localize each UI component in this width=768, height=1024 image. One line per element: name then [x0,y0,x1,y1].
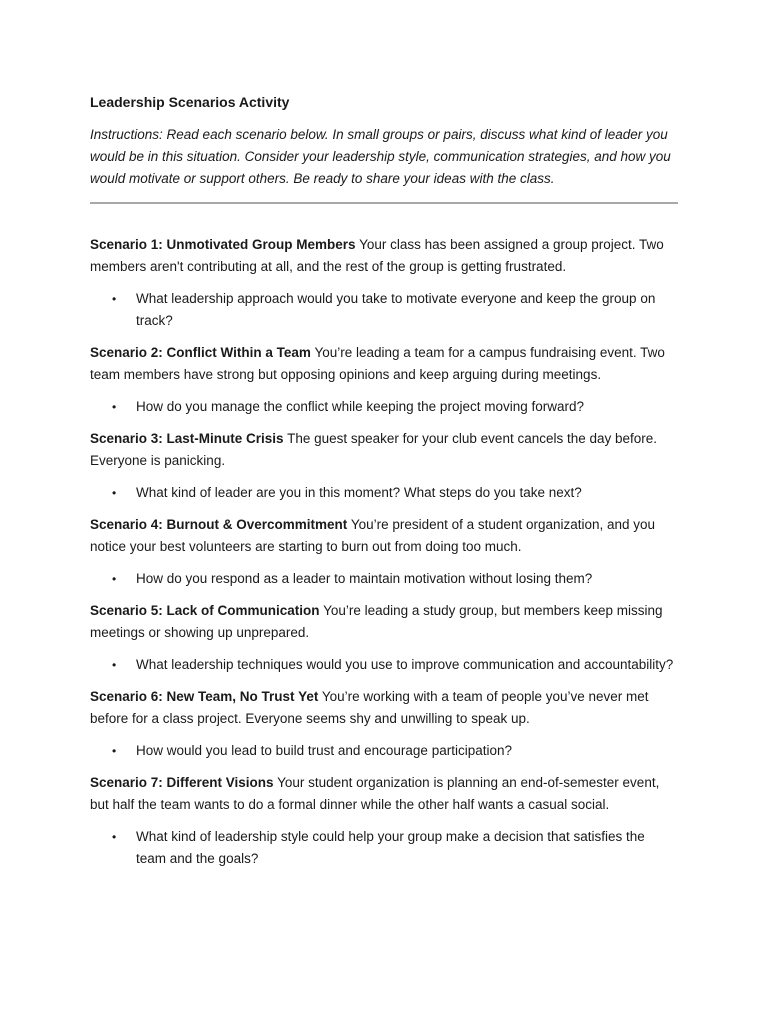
scenario-4 [90,514,678,590]
scenario-5 [90,600,678,676]
question-text: What leadership techniques would you use to improve communication and accountability? [136,657,674,672]
discussion-question [90,396,678,418]
question-list [90,654,678,676]
scenario-heading: Scenario 3: Last-Minute Crisis [90,431,284,446]
question-text: How do you respond as a leader to maintain motivation without losing them? [136,571,593,586]
discussion-question [90,288,678,332]
question-text: How would you lead to build trust and encourage participation? [136,743,512,758]
question-list [90,740,678,762]
scenario-3 [90,428,678,504]
scenario-description: The guest speaker for your club event cancels the day before. Everyone is panicking. [90,431,658,468]
question-list [90,826,678,870]
scenario-heading: Scenario 4: Burnout & Overcommitment [90,517,348,532]
scenario-7 [90,772,678,870]
scenario-2 [90,342,678,418]
bullet-icon: • [112,744,117,758]
scenario-description: You’re president of a student organization, and you notice your best volunteers are starting to burn out from doing too much. [90,517,656,554]
scenario-heading: Scenario 1: Unmotivated Group Members [90,237,356,252]
bullet-icon: • [112,486,117,500]
bullet-icon: • [112,572,117,586]
scenario-heading: Scenario 2: Conflict Within a Team [90,345,311,360]
scenario-heading: Scenario 5: Lack of Communication [90,603,320,618]
scenario-description: Your class has been assigned a group project. Two members aren't contributing at all, and the rest of the group is getting frustrated. [90,237,664,274]
bullet-icon: • [112,830,117,844]
bullet-icon: • [112,658,117,672]
discussion-question [90,568,678,590]
question-list [90,288,678,332]
scenario-description: You’re leading a study group, but members keep missing meetings or showing up unprepared. [90,603,663,640]
question-list [90,482,678,504]
discussion-question [90,482,678,504]
instructions-paragraph: Instructions: Read each scenario below. In small groups or pairs, discuss what kind of leader you would be in this situation. Consider your leadership style, communication strategies, and how you would motivate or support others. Be ready to share your ideas with the class. [90,127,671,186]
question-text: What kind of leader are you in this moment? What steps do you take next? [136,485,582,500]
question-text: What kind of leadership style could help your group make a decision that satisfies the team and the goals? [136,829,645,866]
bullet-icon: • [112,292,117,306]
discussion-question [90,826,678,870]
scenario-description: You’re leading a team for a campus fundraising event. Two team members have strong but opposing opinions and keep arguing during meetings. [90,345,665,382]
scenario-heading: Scenario 7: Different Visions [90,775,274,790]
scenario-heading: Scenario 6: New Team, No Trust Yet [90,689,319,704]
question-list [90,568,678,590]
scenario-description: You’re working with a team of people you’ve never met before for a class project. Everyone seems shy and unwilling to speak up. [90,689,649,726]
document-title: Leadership Scenarios Activity [90,94,290,110]
question-list [90,396,678,418]
question-text: What leadership approach would you take to motivate everyone and keep the group on track? [136,291,656,328]
bullet-icon: • [112,400,117,414]
question-text: How do you manage the conflict while keeping the project moving forward? [136,399,584,414]
horizontal-divider [90,202,678,204]
discussion-question [90,654,678,676]
scenario-6 [90,686,678,762]
scenario-1 [90,234,678,332]
discussion-question [90,740,678,762]
scenario-description: Your student organization is planning an end-of-semester event, but half the team wants to do a formal dinner while the other half wants a casual social. [90,775,660,812]
